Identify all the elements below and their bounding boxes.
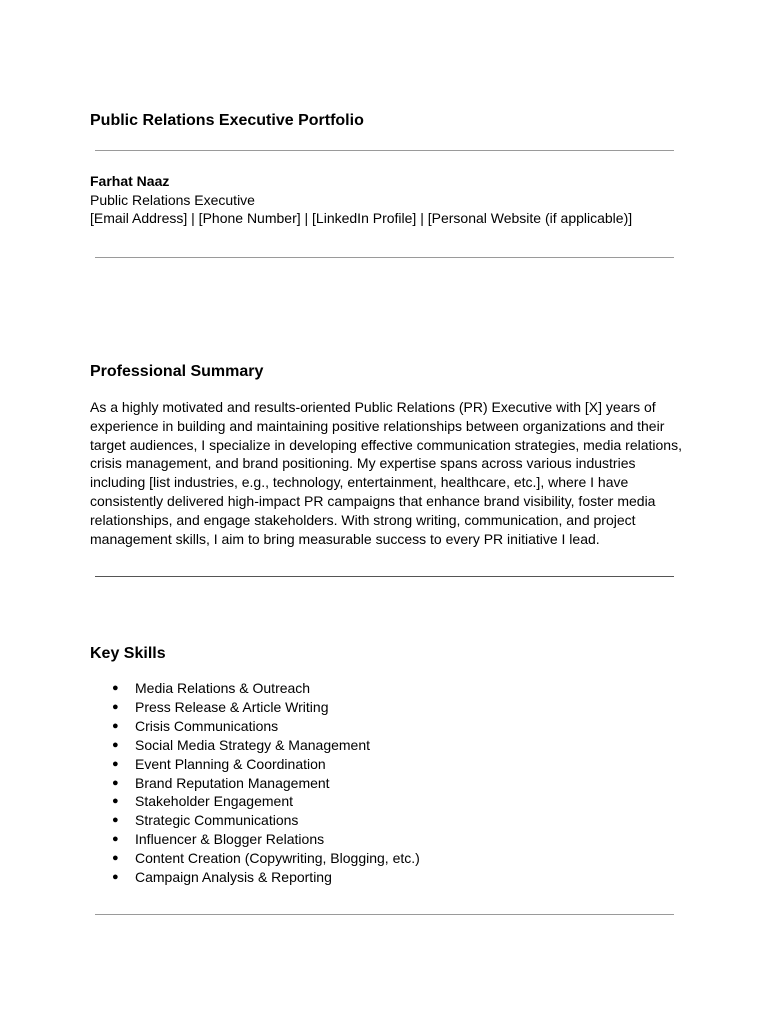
divider bbox=[95, 576, 674, 577]
bullet-icon: ● bbox=[112, 852, 119, 865]
page-title: Public Relations Executive Portfolio bbox=[90, 112, 364, 129]
summary-paragraph bbox=[90, 398, 680, 548]
summary-line: crisis management, and brand positioning. My expertise spans across various industries bbox=[90, 455, 636, 472]
skills-heading: Key Skills bbox=[90, 645, 166, 662]
skill-label: Influencer & Blogger Relations bbox=[135, 831, 325, 848]
skill-label: Crisis Communications bbox=[135, 717, 279, 734]
list-item bbox=[90, 774, 420, 793]
skill-label: Media Relations & Outreach bbox=[135, 680, 311, 696]
summary-line: target audiences, I specialize in developing effective communication strategies, media relations, bbox=[90, 436, 682, 453]
contact-role: Public Relations Executive bbox=[90, 191, 255, 208]
list-item bbox=[90, 849, 420, 868]
divider bbox=[95, 150, 674, 151]
contact-links: [Email Address] | [Phone Number] | [LinkedIn Profile] | [Personal Website (if applicable)] bbox=[90, 210, 633, 226]
summary-line: relationships, and engage stakeholders. With strong writing, communication, and project bbox=[90, 511, 636, 528]
list-item bbox=[90, 755, 420, 774]
bullet-icon: ● bbox=[112, 833, 119, 846]
skill-label: Brand Reputation Management bbox=[135, 774, 330, 791]
bullet-icon: ● bbox=[112, 776, 119, 789]
list-item bbox=[90, 698, 420, 717]
skill-label: Campaign Analysis & Reporting bbox=[135, 869, 332, 886]
contact-block bbox=[90, 172, 632, 228]
list-item bbox=[90, 792, 420, 811]
bullet-icon: ● bbox=[112, 682, 119, 694]
bullet-icon: ● bbox=[112, 871, 119, 884]
summary-line: including [list industries, e.g., technology, entertainment, healthcare, etc.], where I have bbox=[90, 474, 629, 491]
bullet-icon: ● bbox=[112, 795, 119, 808]
list-item bbox=[90, 868, 420, 887]
summary-line: As a highly motivated and results-oriented Public Relations (PR) Executive with [X] years of bbox=[90, 399, 656, 415]
skill-label: Press Release & Article Writing bbox=[135, 698, 329, 715]
divider bbox=[95, 257, 674, 258]
divider bbox=[95, 914, 674, 915]
bullet-icon: ● bbox=[112, 757, 119, 770]
skill-label: Content Creation (Copywriting, Blogging, etc.) bbox=[135, 850, 420, 867]
summary-line: consistently delivered high-impact PR campaigns that enhance brand visibility, foster media bbox=[90, 492, 656, 509]
skill-label: Stakeholder Engagement bbox=[135, 793, 293, 810]
bullet-icon: ● bbox=[112, 719, 119, 732]
contact-name: Farhat Naaz bbox=[90, 173, 170, 189]
summary-line: experience in building and maintaining positive relationships between organizations and their bbox=[90, 417, 665, 434]
list-item bbox=[90, 811, 420, 830]
skill-label: Social Media Strategy & Management bbox=[135, 736, 371, 753]
bullet-icon: ● bbox=[112, 700, 119, 713]
list-item bbox=[90, 736, 420, 755]
list-item bbox=[90, 830, 420, 849]
bullet-icon: ● bbox=[112, 738, 119, 751]
skills-list bbox=[90, 679, 420, 887]
list-item bbox=[90, 717, 420, 736]
bullet-icon: ● bbox=[112, 814, 119, 827]
skill-label: Strategic Communications bbox=[135, 812, 299, 829]
skill-label: Event Planning & Coordination bbox=[135, 755, 326, 772]
summary-line: management skills, I aim to bring measurable success to every PR initiative I lead. bbox=[90, 530, 600, 547]
list-item bbox=[90, 679, 420, 698]
summary-heading: Professional Summary bbox=[90, 363, 264, 380]
